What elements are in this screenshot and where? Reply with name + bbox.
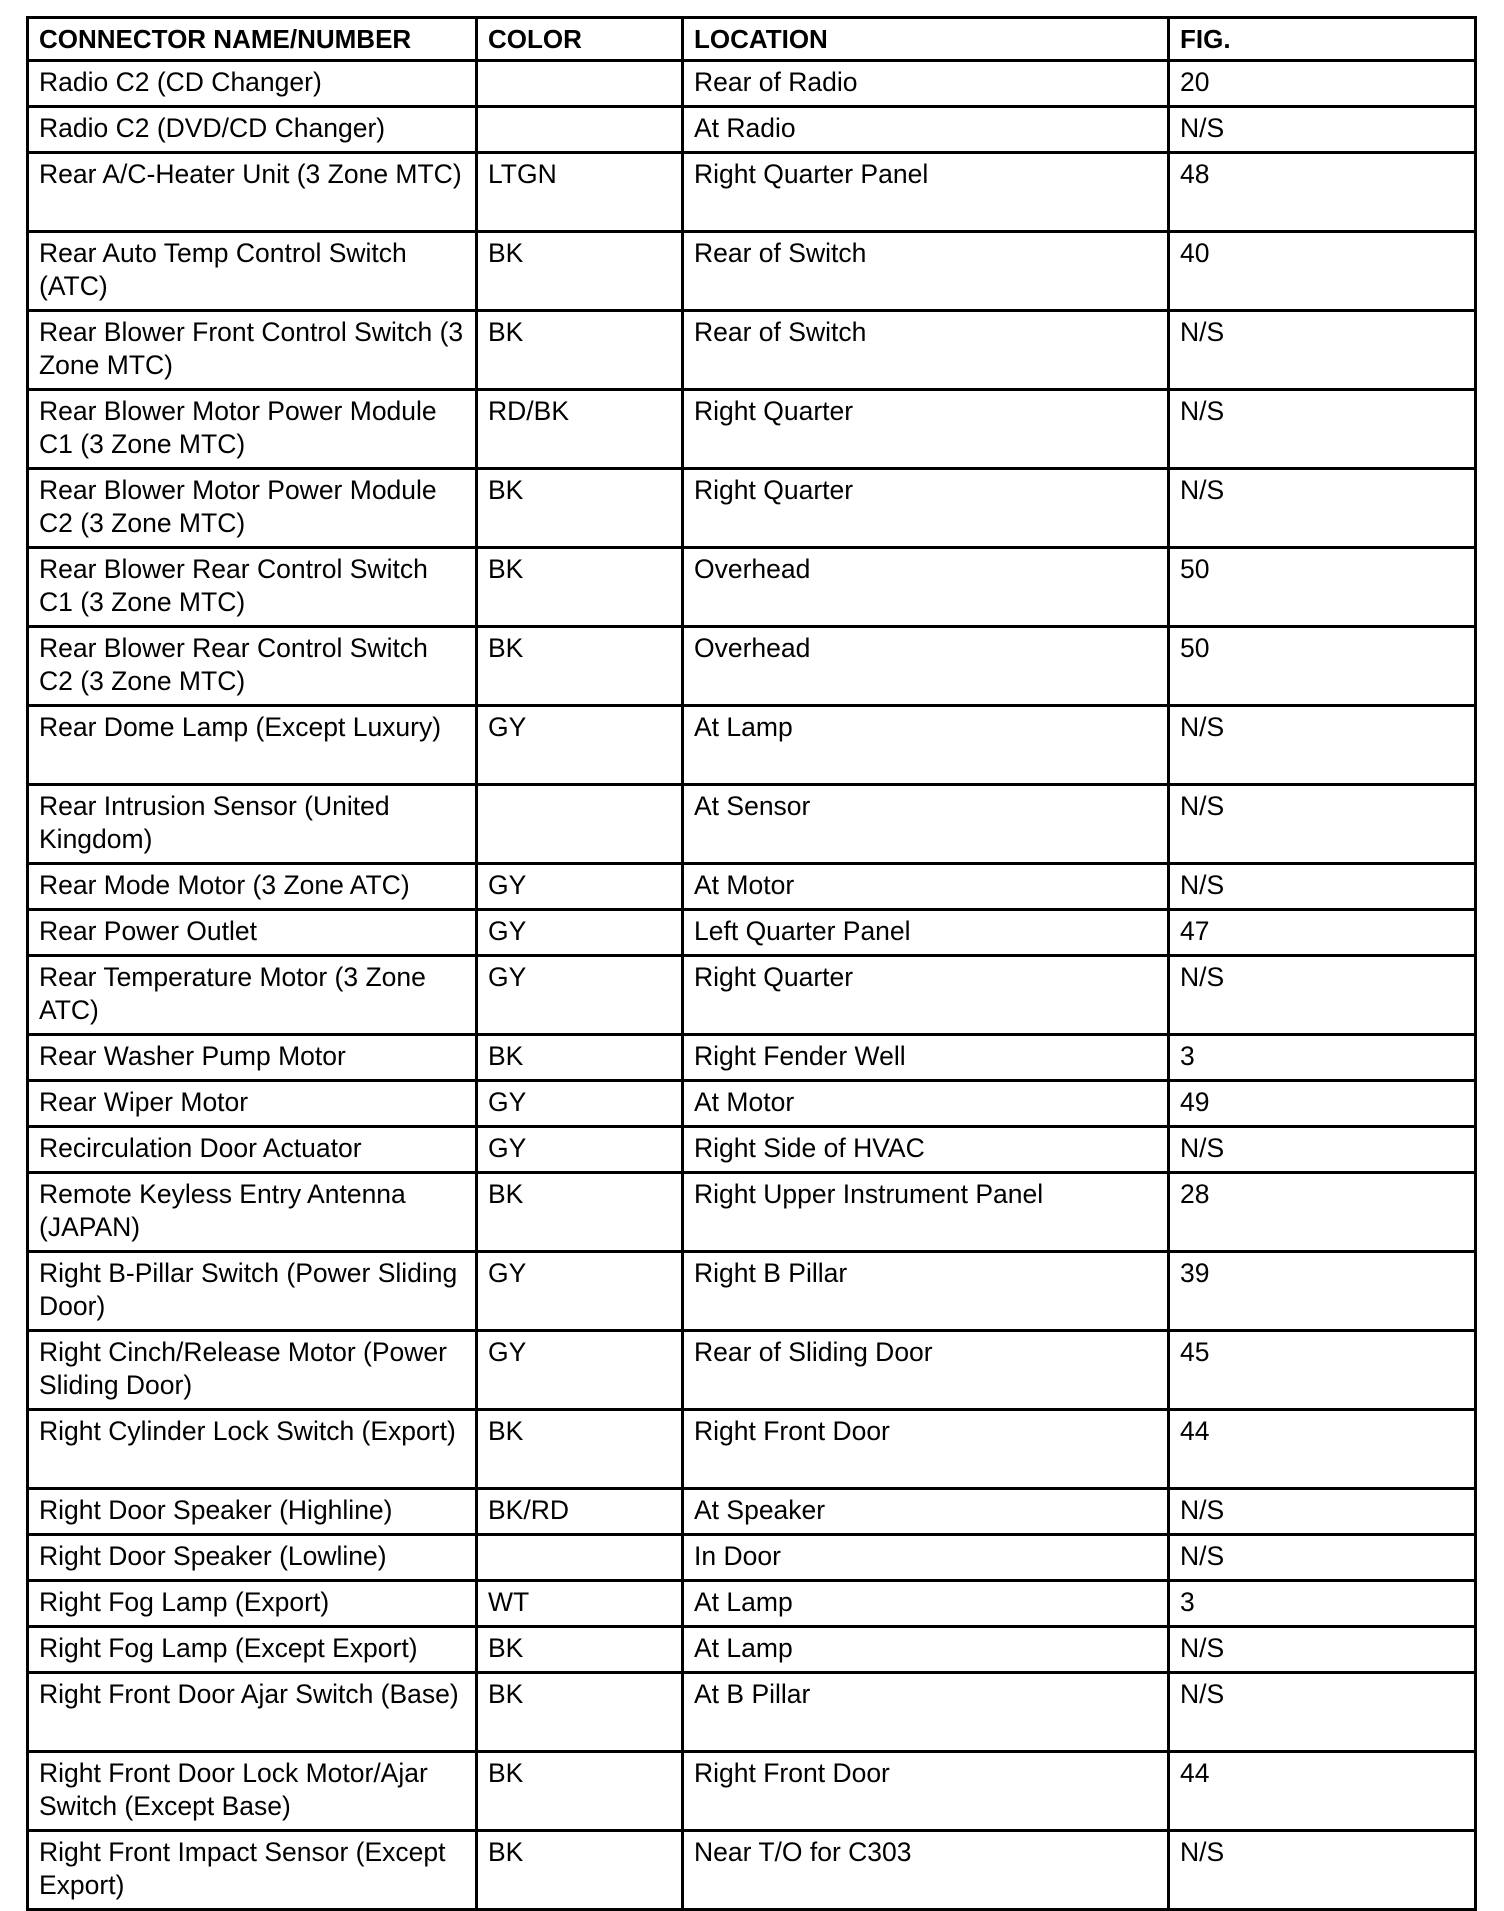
cell-connector-name: Right Cinch/Release Motor (Power Sliding Door): [28, 1331, 477, 1410]
cell-location: At Sensor: [683, 785, 1169, 864]
cell-color: LTGN: [477, 153, 683, 232]
cell-connector-name: Rear Power Outlet: [28, 910, 477, 956]
cell-fig: 48: [1169, 153, 1476, 232]
cell-color: BK: [477, 548, 683, 627]
cell-connector-name: Rear A/C-Heater Unit (3 Zone MTC): [28, 153, 477, 232]
cell-connector-name: Right Front Impact Sensor (Except Export): [28, 1831, 477, 1910]
cell-location: Near T/O for C303: [683, 1831, 1169, 1910]
cell-fig: N/S: [1169, 1489, 1476, 1535]
table-row: [28, 1127, 1476, 1173]
cell-location: At B Pillar: [683, 1673, 1169, 1752]
cell-fig: N/S: [1169, 469, 1476, 548]
header-connector-name: CONNECTOR NAME/NUMBER: [28, 18, 477, 61]
cell-color: GY: [477, 910, 683, 956]
cell-color: GY: [477, 956, 683, 1035]
cell-connector-name: Right Door Speaker (Highline): [28, 1489, 477, 1535]
cell-fig: N/S: [1169, 311, 1476, 390]
cell-location: At Motor: [683, 1081, 1169, 1127]
table-row: [28, 1489, 1476, 1535]
cell-color: GY: [477, 1331, 683, 1410]
cell-color: BK: [477, 1035, 683, 1081]
cell-color: BK/RD: [477, 1489, 683, 1535]
table-row: [28, 1535, 1476, 1581]
header-color: COLOR: [477, 18, 683, 61]
cell-fig: N/S: [1169, 1127, 1476, 1173]
cell-fig: N/S: [1169, 1535, 1476, 1581]
cell-location: At Lamp: [683, 1627, 1169, 1673]
cell-location: Right Fender Well: [683, 1035, 1169, 1081]
cell-color: GY: [477, 1081, 683, 1127]
cell-fig: N/S: [1169, 864, 1476, 910]
cell-color: BK: [477, 1831, 683, 1910]
table-row: [28, 910, 1476, 956]
table-body: [28, 61, 1476, 1910]
table-row: [28, 1627, 1476, 1673]
cell-connector-name: Rear Blower Motor Power Module C2 (3 Zone MTC): [28, 469, 477, 548]
cell-connector-name: Rear Temperature Motor (3 Zone ATC): [28, 956, 477, 1035]
cell-color: BK: [477, 469, 683, 548]
table-row: [28, 1252, 1476, 1331]
cell-connector-name: Rear Wiper Motor: [28, 1081, 477, 1127]
cell-color: BK: [477, 1410, 683, 1489]
cell-connector-name: Rear Dome Lamp (Except Luxury): [28, 706, 477, 785]
cell-location: Overhead: [683, 548, 1169, 627]
table-row: [28, 1752, 1476, 1831]
table-row: [28, 956, 1476, 1035]
cell-location: Right B Pillar: [683, 1252, 1169, 1331]
cell-location: At Lamp: [683, 1581, 1169, 1627]
cell-location: Right Upper Instrument Panel: [683, 1173, 1169, 1252]
cell-color: WT: [477, 1581, 683, 1627]
table-row: [28, 1035, 1476, 1081]
header-fig: FIG.: [1169, 18, 1476, 61]
table-row: [28, 469, 1476, 548]
table-row: [28, 1331, 1476, 1410]
cell-color: BK: [477, 1173, 683, 1252]
cell-connector-name: Rear Washer Pump Motor: [28, 1035, 477, 1081]
cell-color: BK: [477, 627, 683, 706]
cell-fig: N/S: [1169, 107, 1476, 153]
cell-color: BK: [477, 1673, 683, 1752]
cell-fig: N/S: [1169, 390, 1476, 469]
table-row: [28, 1673, 1476, 1752]
cell-connector-name: Rear Intrusion Sensor (United Kingdom): [28, 785, 477, 864]
cell-fig: N/S: [1169, 956, 1476, 1035]
connector-table-container: [26, 16, 1474, 1911]
cell-connector-name: Remote Keyless Entry Antenna (JAPAN): [28, 1173, 477, 1252]
table-row: [28, 1173, 1476, 1252]
table-row: [28, 785, 1476, 864]
cell-connector-name: Right Fog Lamp (Except Export): [28, 1627, 477, 1673]
cell-color: BK: [477, 1627, 683, 1673]
cell-location: Rear of Sliding Door: [683, 1331, 1169, 1410]
cell-location: Rear of Switch: [683, 232, 1169, 311]
cell-location: Right Front Door: [683, 1410, 1169, 1489]
cell-location: Overhead: [683, 627, 1169, 706]
table-row: [28, 706, 1476, 785]
cell-location: Right Side of HVAC: [683, 1127, 1169, 1173]
cell-color: GY: [477, 864, 683, 910]
cell-fig: 44: [1169, 1752, 1476, 1831]
table-row: [28, 548, 1476, 627]
table-header-row: [28, 18, 1476, 61]
cell-color: BK: [477, 311, 683, 390]
cell-fig: 50: [1169, 627, 1476, 706]
cell-location: Rear of Radio: [683, 61, 1169, 107]
cell-color: [477, 785, 683, 864]
table-row: [28, 627, 1476, 706]
cell-location: Right Quarter: [683, 390, 1169, 469]
cell-connector-name: Radio C2 (DVD/CD Changer): [28, 107, 477, 153]
cell-connector-name: Right Fog Lamp (Export): [28, 1581, 477, 1627]
cell-connector-name: Right Cylinder Lock Switch (Export): [28, 1410, 477, 1489]
cell-color: BK: [477, 1752, 683, 1831]
cell-fig: 45: [1169, 1331, 1476, 1410]
header-location: LOCATION: [683, 18, 1169, 61]
cell-location: Right Front Door: [683, 1752, 1169, 1831]
cell-location: In Door: [683, 1535, 1169, 1581]
cell-connector-name: Right Door Speaker (Lowline): [28, 1535, 477, 1581]
cell-color: GY: [477, 1252, 683, 1331]
table-row: [28, 153, 1476, 232]
cell-connector-name: Rear Blower Rear Control Switch C2 (3 Zone MTC): [28, 627, 477, 706]
cell-color: RD/BK: [477, 390, 683, 469]
cell-fig: 28: [1169, 1173, 1476, 1252]
table-row: [28, 232, 1476, 311]
cell-fig: 49: [1169, 1081, 1476, 1127]
cell-fig: 3: [1169, 1035, 1476, 1081]
cell-connector-name: Rear Blower Rear Control Switch C1 (3 Zone MTC): [28, 548, 477, 627]
table-row: [28, 311, 1476, 390]
table-row: [28, 1410, 1476, 1489]
cell-fig: N/S: [1169, 1627, 1476, 1673]
cell-connector-name: Radio C2 (CD Changer): [28, 61, 477, 107]
cell-location: At Lamp: [683, 706, 1169, 785]
cell-fig: 3: [1169, 1581, 1476, 1627]
table-row: [28, 390, 1476, 469]
cell-location: Left Quarter Panel: [683, 910, 1169, 956]
cell-fig: N/S: [1169, 1831, 1476, 1910]
cell-connector-name: Rear Mode Motor (3 Zone ATC): [28, 864, 477, 910]
cell-color: [477, 1535, 683, 1581]
cell-fig: 47: [1169, 910, 1476, 956]
table-row: [28, 61, 1476, 107]
table-row: [28, 864, 1476, 910]
cell-connector-name: Right Front Door Lock Motor/Ajar Switch (Except Base): [28, 1752, 477, 1831]
cell-fig: 44: [1169, 1410, 1476, 1489]
cell-location: At Speaker: [683, 1489, 1169, 1535]
cell-fig: 50: [1169, 548, 1476, 627]
cell-connector-name: Right Front Door Ajar Switch (Base): [28, 1673, 477, 1752]
cell-color: [477, 61, 683, 107]
cell-location: At Motor: [683, 864, 1169, 910]
cell-color: [477, 107, 683, 153]
cell-color: GY: [477, 1127, 683, 1173]
cell-connector-name: Right B-Pillar Switch (Power Sliding Door): [28, 1252, 477, 1331]
cell-fig: N/S: [1169, 785, 1476, 864]
cell-connector-name: Rear Blower Front Control Switch (3 Zone MTC): [28, 311, 477, 390]
cell-location: Rear of Switch: [683, 311, 1169, 390]
cell-fig: N/S: [1169, 706, 1476, 785]
cell-fig: N/S: [1169, 1673, 1476, 1752]
cell-color: BK: [477, 232, 683, 311]
cell-fig: 40: [1169, 232, 1476, 311]
table-row: [28, 1581, 1476, 1627]
table-row: [28, 1831, 1476, 1910]
cell-location: Right Quarter: [683, 469, 1169, 548]
table-row: [28, 1081, 1476, 1127]
cell-connector-name: Rear Blower Motor Power Module C1 (3 Zone MTC): [28, 390, 477, 469]
cell-fig: 20: [1169, 61, 1476, 107]
cell-location: At Radio: [683, 107, 1169, 153]
cell-fig: 39: [1169, 1252, 1476, 1331]
cell-location: Right Quarter: [683, 956, 1169, 1035]
cell-location: Right Quarter Panel: [683, 153, 1169, 232]
table-row: [28, 107, 1476, 153]
cell-connector-name: Rear Auto Temp Control Switch (ATC): [28, 232, 477, 311]
cell-color: GY: [477, 706, 683, 785]
cell-connector-name: Recirculation Door Actuator: [28, 1127, 477, 1173]
connector-table: [26, 16, 1477, 1911]
